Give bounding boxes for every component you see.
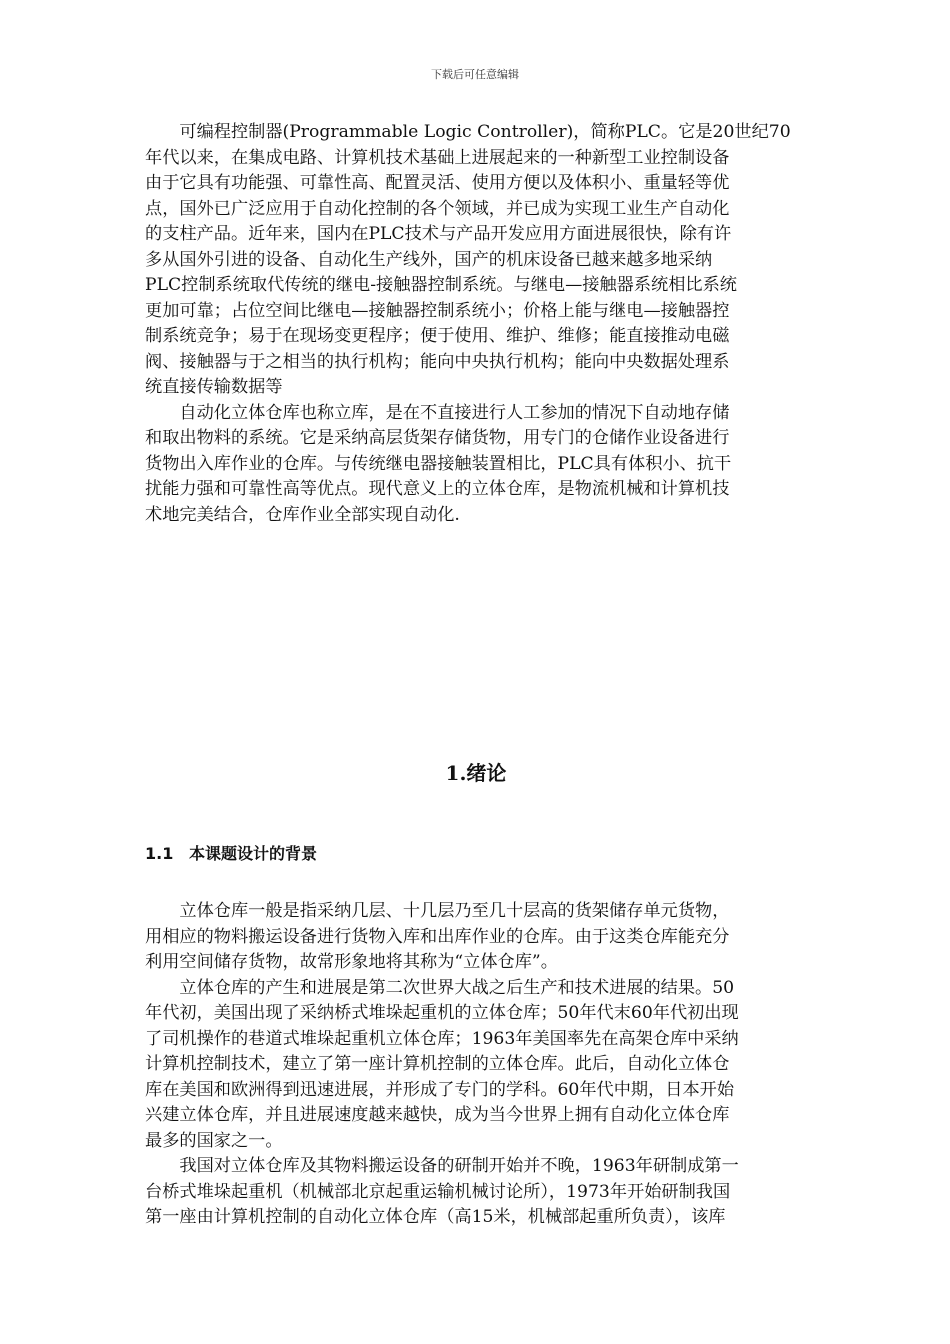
text-line: 台桥式堆垛起重机（机械部北京起重运输机械讨论所），1973年开始研制我国 — [145, 1181, 731, 1202]
section-title: 本课题设计的背景 — [189, 844, 318, 863]
text-line: 用相应的物料搬运设备进行货物入库和出库作业的仓库。由于这类仓库能充分 — [145, 926, 730, 947]
text-line: 库在美国和欧洲得到迅速进展，并形成了专门的学科。60年代中期，日本开始 — [145, 1079, 735, 1100]
paragraph — [145, 1154, 807, 1231]
text-line: 多从国外引进的设备、自动化生产线外，国产的机床设备已越来越多地采纳 — [145, 249, 713, 270]
text-line: 更加可靠；占位空间比继电—接触器控制系统小；价格上能与继电—接触器控 — [145, 300, 730, 321]
spacer — [145, 790, 807, 839]
text-line: 自动化立体仓库也称立库，是在不直接进行人工参加的情况下自动地存储 — [179, 402, 730, 423]
text-line: 年代初，美国出现了采纳桥式堆垛起重机的立体仓库；50年代末60年代初出现 — [145, 1003, 739, 1023]
text-line: 由于它具有功能强、可靠性高、配置灵活、使用方便以及体积小、重量轻等优 — [145, 173, 730, 193]
text-line: 术地完美结合，仓库作业全部实现自动化. — [145, 504, 460, 525]
paragraph — [145, 120, 807, 401]
spacer — [145, 869, 807, 899]
intro-block — [145, 120, 807, 528]
text-line: PLC控制系统取代传统的继电-接触器控制系统。与继电—接触器系统相比系统 — [145, 275, 737, 295]
text-line: 第一座由计算机控制的自动化立体仓库（高15米，机械部起重所负责），该库 — [145, 1207, 726, 1227]
text-line: 可编程控制器(Programmable Logic Controller)，简称PLC。它是20世纪70 — [179, 122, 791, 142]
text-line: 了司机操作的巷道式堆垛起重机立体仓库；1963年美国率先在高架仓库中采纳 — [145, 1028, 739, 1049]
text-line: 统直接传输数据等 — [145, 377, 283, 397]
page-header: 下载后可任意编辑 — [431, 68, 519, 81]
text-line: 立体仓库的产生和进展是第二次世界大战之后生产和技术进展的结果。50 — [179, 977, 735, 998]
text-line: 的支柱产品。近年来，国内在PLC技术与产品开发应用方面进展很快，除有许 — [145, 224, 732, 244]
paragraph — [145, 899, 807, 976]
section-number: 1.1 — [145, 844, 174, 863]
text-line: 年代以来，在集成电路、计算机技术基础上进展起来的一种新型工业控制设备 — [145, 147, 730, 168]
text-line: 制系统竞争；易于在现场变更程序；便于使用、维护、维修；能直接推动电磁 — [145, 326, 730, 346]
text-line: 计算机控制技术，建立了第一座计算机控制的立体仓库。此后，自动化立体仓 — [145, 1054, 730, 1074]
document-body — [145, 120, 807, 1231]
body-block — [145, 899, 807, 1231]
text-line: 利用空间储存货物，故常形象地将其称为“立体仓库”。 — [145, 952, 558, 972]
paragraph — [145, 401, 807, 529]
paragraph — [145, 976, 807, 1155]
text-line: 扰能力强和可靠性高等优点。现代意义上的立体仓库，是物流机械和计算机技 — [145, 479, 730, 499]
spacer — [145, 528, 807, 756]
text-line: 立体仓库一般是指采纳几层、十几层乃至几十层高的货架储存单元货物， — [179, 901, 730, 921]
text-line: 阀、接触器与于之相当的执行机构；能向中央执行机构；能向中央数据处理系 — [145, 351, 730, 372]
chapter-title: 1.绪论 — [445, 761, 507, 785]
text-line: 和取出物料的系统。它是采纳高层货架存储货物，用专门的仓储作业设备进行 — [145, 428, 730, 448]
text-line: 兴建立体仓库，并且进展速度越来越快，成为当今世界上拥有自动化立体仓库 — [145, 1105, 730, 1125]
text-line: 点，国外已广泛应用于自动化控制的各个领域，并已成为实现工业生产自动化 — [145, 198, 730, 219]
text-line: 货物出入库作业的仓库。与传统继电器接触装置相比，PLC具有体积小、抗干 — [145, 453, 732, 474]
text-line: 我国对立体仓库及其物料搬运设备的研制开始并不晚，1963年研制成第一 — [179, 1156, 739, 1176]
text-line: 最多的国家之一。 — [145, 1130, 283, 1151]
section-heading — [145, 839, 807, 869]
